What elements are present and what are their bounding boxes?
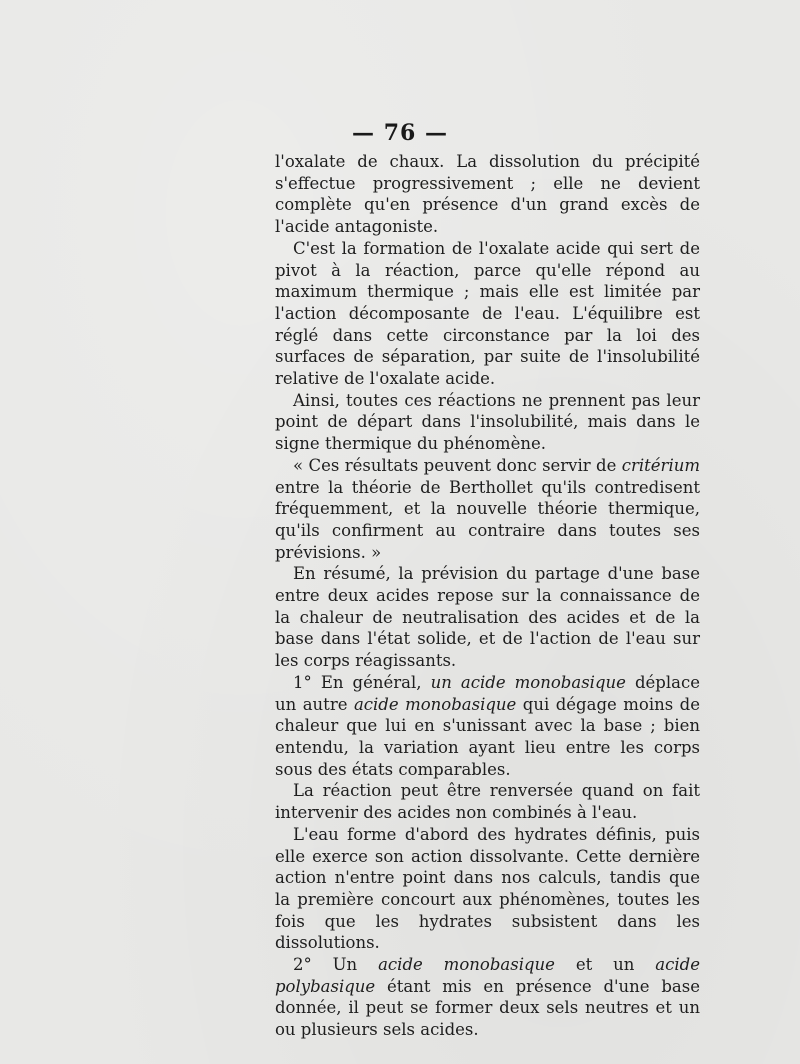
text-segment: L'eau forme d'abord des hydrates définis, puis elle exerce son action dissolvante. Cette dernière action n'entre point dans nos calculs, tandis que la première concourt aux phénomènes, toutes les fois que les hydrates subsistent dans les dissolutions. <box>275 824 700 953</box>
italic-term: un acide monobasique <box>430 672 626 692</box>
paragraph <box>275 954 700 1041</box>
text-segment: C'est la formation de l'oxalate acide qui sert de pivot à la réaction, parce qu'elle répond au maximum thermique ; mais elle est limitée par l'action décomposante de l'eau. L'équilibre est réglé dans cette circonstance par la loi des surfaces de séparation, par suite de l'insolubilité relative de l'oxalate acide. <box>275 238 700 389</box>
page-number: — 76 — <box>352 120 448 146</box>
body-text <box>275 151 700 1041</box>
text-segment: et un <box>554 955 656 975</box>
text-segment: La réaction peut être renversée quand on fait intervenir des acides non combinés à l'eau. <box>275 781 700 823</box>
text-segment: 1° En général, <box>293 672 431 692</box>
italic-term: acide polybasique <box>275 955 700 996</box>
paragraph <box>275 390 700 455</box>
text-segment: déplace un autre <box>275 672 700 714</box>
paragraph <box>275 824 700 954</box>
text-segment: étant mis en présence d'une base donnée, il peut se former deux sels neutres et un ou plusieurs sels acides. <box>275 976 700 1040</box>
paragraph <box>275 563 700 672</box>
text-segment: entre la théorie de Berthollet qu'ils contredisent fréquemment, et la nouvelle théorie thermique, qu'ils confirment au contraire dans toutes ses prévisions. » <box>275 477 700 562</box>
italic-term: acide monobasique <box>353 694 517 714</box>
paragraph <box>275 672 700 781</box>
text-segment: En résumé, la prévision du partage d'une base entre deux acides repose sur la connaissance de la chaleur de neutralisation des acides et de la base dans l'état solide, et de l'action de l'eau sur les corps réagissants. <box>275 564 700 671</box>
paragraph <box>275 780 700 823</box>
paragraph <box>275 238 700 390</box>
text-segment: qui dégage moins de chaleur que lui en s'unissant avec la base ; bien entendu, la variation ayant lieu entre les corps sous des états comparables. <box>275 694 700 779</box>
text-segment: 2° Un <box>293 955 379 975</box>
text-segment: « Ces résultats peuvent donc servir de <box>293 455 622 475</box>
paragraph <box>275 151 700 238</box>
text-segment: Ainsi, toutes ces réactions ne prennent pas leur point de départ dans l'insolubilité, mais dans le signe thermique du phénomène. <box>275 390 700 454</box>
italic-term: critérium <box>621 455 700 475</box>
italic-term: acide monobasique <box>378 955 555 975</box>
paragraph <box>275 455 700 564</box>
text-segment: l'oxalate de chaux. La dissolution du précipité s'effectue progressivement ; elle ne devient complète qu'en présence d'un grand excès de l'acide antagoniste. <box>275 152 700 237</box>
